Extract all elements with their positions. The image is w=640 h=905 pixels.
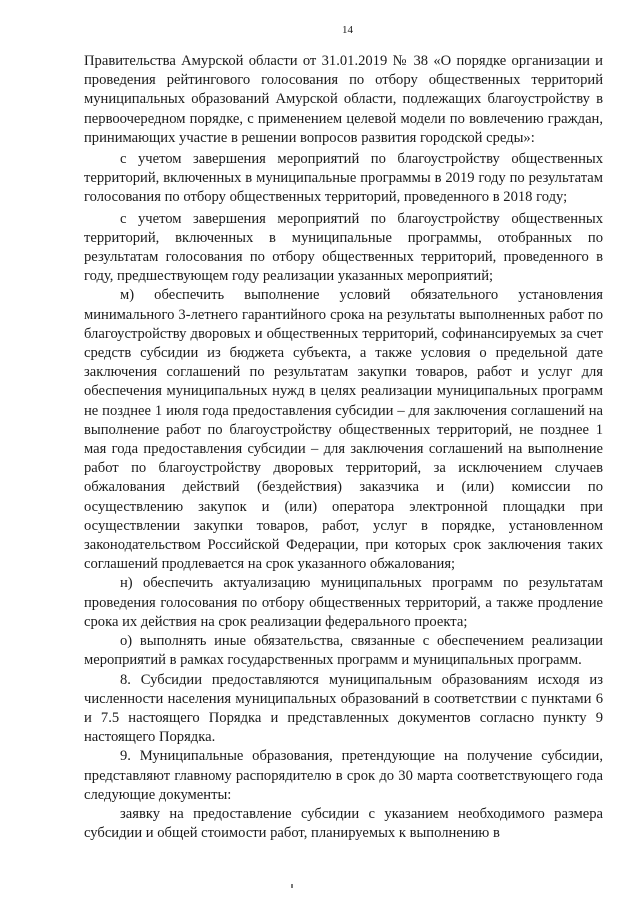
paragraph-continuation: Правительства Амурской области от 31.01.2019 № 38 «О порядке организации и проведения рейтингового голосования по отбору общественных территорий муниципальных образований Амурской области, подлежащих благоустройству в первоочередном порядке, с применением целевой модели по вовлечению граждан, принимающих участие в решении вопросов развития городской среды»: (84, 53, 603, 146)
paragraph-2019-territories: с учетом завершения мероприятий по благоустройству общественных территорий, включенных в муниципальные программы в 2019 году по результатам голосования по отбору общественных территорий, проведенного в 2018 году; (84, 151, 603, 206)
page-number: 14 (342, 24, 353, 36)
paragraph-section-8: 8. Субсидии предоставляются муниципальным образованиям исходя из численности населения муниципальных образований в соответствии с пунктами 6 и 7.5 настоящего Порядка и представленных документов согласно пункту 9 настоящего Порядка. (84, 671, 603, 746)
paragraph-application: заявку на предоставление субсидии с указанием необходимого размера субсидии и общей стоимости работ, планируемых к выполнению в (84, 805, 603, 842)
paragraph-item-o: о) выполнять иные обязательства, связанные с обеспечением реализации мероприятий в рамках государственных программ и муниципальных программ. (84, 633, 603, 669)
paragraph-item-m: м) обеспечить выполнение условий обязательного установления минимального 3-летнего гарантийного срока на результаты выполненных работ по благоустройству дворовых и общественных территорий, софинансируемых за счет средств субсидии из бюджета субъекта, а также условия о предельной дате заключения соглашений по результатам закупки товаров, работ и услуг для обеспечения муниципальных нужд в целях реализации муниципальных программ не позднее 1 июля года предоставления субсидии – для заключения соглашений на выполнение работ по благоустройству общественных территорий, не позднее 1 мая года предоставления субсидии – для заключения соглашений на выполнение работ по благоустройству дворовых территорий, за исключением случаев обжалования действий (бездействия) заказчика и (или) комиссии по осуществлению закупок и (или) оператора электронной площадки при осуществлении закупки товаров, работ, услуг в порядке, установленном законодательством Российской Федерации, при которых срок заключения таких соглашений продлевается на срок указанного обжалования; (84, 287, 603, 573)
paragraph-item-n: н) обеспечить актуализацию муниципальных программ по результатам проведения голосования по отбору общественных территорий, а также продление срока их действия на срок реализации федерального проекта; (84, 575, 603, 630)
paragraph-previous-year-territories: с учетом завершения мероприятий по благоустройству общественных территорий, включенных в муниципальные программы, отобранных по результатам голосования по отбору общественных территорий, проведенного в году, предшествующем году реализации указанных мероприятий; (84, 210, 603, 285)
scan-speck (291, 884, 293, 888)
document-body (84, 52, 603, 843)
paragraph-section-9: 9. Муниципальные образования, претендующие на получение субсидии, представляют главному распорядителю в срок до 30 марта соответствующего года следующие документы: (84, 748, 603, 803)
